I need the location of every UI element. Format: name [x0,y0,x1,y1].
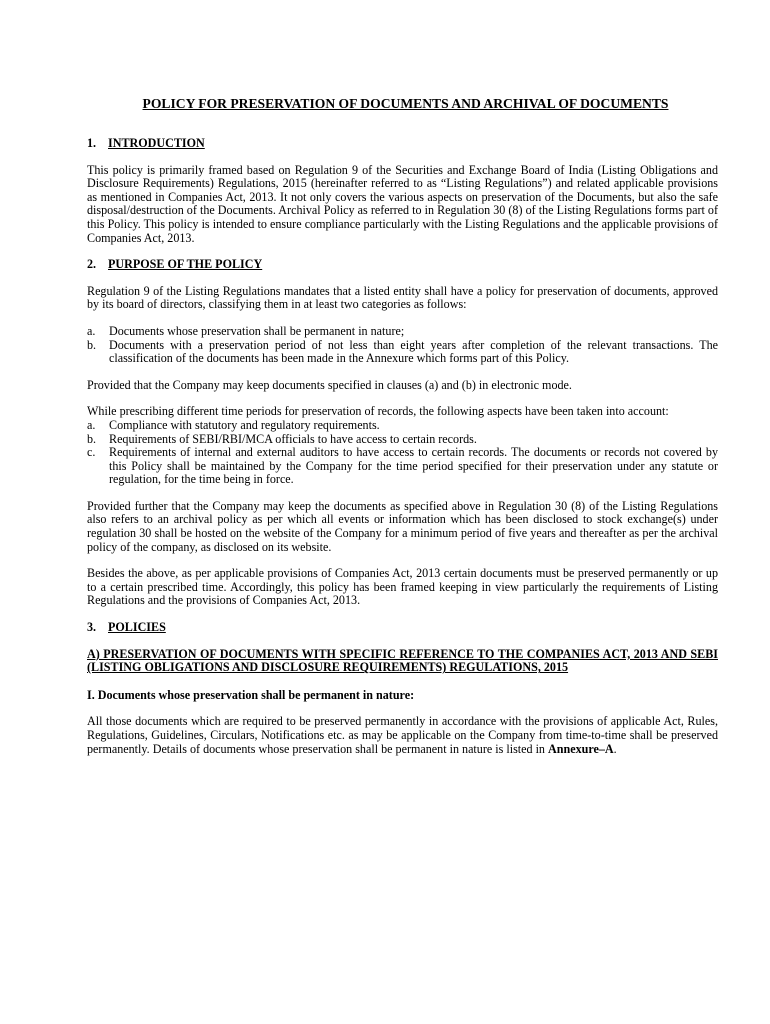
list-item [87,446,718,487]
section-title: PURPOSE OF THE POLICY [108,257,263,272]
section-heading-introduction [87,137,718,151]
list-marker: a. [87,417,96,432]
introduction-paragraph: This policy is primarily framed based on Regulation 9 of the Securities and Exchange Board of India (Listing Obligations and Disclosure Requirements) Regulations, 2015 (hereinafter referred to as “Listing Regulations”) and related applicable provisions as mentioned in Companies Act, 2013. It not only covers the various aspects on preservation of the Documents, but also the safe disposal/destruction of the Documents. Archival Policy as referred to in Regulation 30 (8) of the Listing Regulations forms part of this Policy. This policy is intended to ensure compliance particularly with the Listing Regulations and the applicable provisions of Companies Act, 2013. [87,162,718,245]
section-number: 2. [87,257,97,272]
list-text: Requirements of internal and external auditors to have access to certain records. The documents or records not covered by this Policy shall be maintained by the Company for the time period specified for their preservation under any statute or regulation, for the time being in force. [109,445,718,487]
list-marker: b. [87,337,97,352]
list-item [87,433,718,447]
purpose-paragraph-3: While prescribing different time periods for preservation of records, the following aspects have been taken into account: [87,404,669,419]
list-item [87,339,718,366]
category-list [87,325,718,366]
policies-paragraph [87,715,718,756]
paragraph-end: . [613,741,617,756]
section-number: 3. [87,620,97,635]
aspects-list [87,419,718,487]
document-title: POLICY FOR PRESERVATION OF DOCUMENTS AND ARCHIVAL OF DOCUMENTS [142,96,669,111]
section-heading-purpose [87,258,718,272]
purpose-paragraph-1: Regulation 9 of the Listing Regulations mandates that a listed entity shall have a policy for preservation of documents, approved by its board of directors, classifying them in at least two categories as follows: [87,283,718,312]
annexure-reference: Annexure–A [548,741,614,756]
section-number: 1. [87,136,97,150]
list-item [87,325,718,339]
paragraph-text: All those documents which are required to be preserved permanently in accordance with the provisions of applicable Act, Rules, Regulations, Guidelines, Circulars, Notifications etc. as may be applicable on the Company from time-to-time shall be preserved permanently. Details of documents whose preservation shall be permanent in nature is listed in [87,714,718,756]
section-title: POLICIES [108,620,166,635]
purpose-paragraph-2: Provided that the Company may keep documents specified in clauses (a) and (b) in electronic mode. [87,377,572,392]
section-title: INTRODUCTION [108,136,205,150]
list-text: Requirements of SEBI/RBI/MCA officials to have access to certain records. [109,431,477,446]
subheading-preservation: A) PRESERVATION OF DOCUMENTS WITH SPECIFIC REFERENCE TO THE COMPANIES ACT, 2013 AND SEBI (LISTING OBLIGATIONS AND DISCLOSURE REQUIREMENTS) REGULATIONS, 2015 [87,646,718,675]
list-text: Compliance with statutory and regulatory requirements. [109,417,380,432]
purpose-paragraph-5: Besides the above, as per applicable provisions of Companies Act, 2013 certain documents must be preserved permanently or up to a certain prescribed time. Accordingly, this policy has been framed keeping in view particularly the requirements of Listing Regulations and the provisions of Companies Act, 2013. [87,566,718,608]
list-marker: b. [87,431,97,446]
purpose-paragraph-4: Provided further that the Company may keep the documents as specified above in Regulation 30 (8) of the Listing Regulations also refers to an archival policy as per which all events or information which has been disclosed to stock exchange(s) under regulation 30 shall be hosted on the website of the Company for a minimum period of five years and thereafter as per the archival policy of the company, as disclosed on its website. [87,498,718,554]
list-marker: c. [87,445,96,460]
section-heading-policies [87,621,718,635]
list-text: Documents whose preservation shall be permanent in nature; [109,323,405,338]
list-item [87,419,718,433]
list-marker: a. [87,323,96,338]
subheading-permanent-documents: I. Documents whose preservation shall be permanent in nature: [87,687,415,702]
list-text: Documents with a preservation period of not less than eight years after completion of the relevant transactions. The classification of the documents has been made in the Annexure which forms part of this Policy. [109,337,718,366]
